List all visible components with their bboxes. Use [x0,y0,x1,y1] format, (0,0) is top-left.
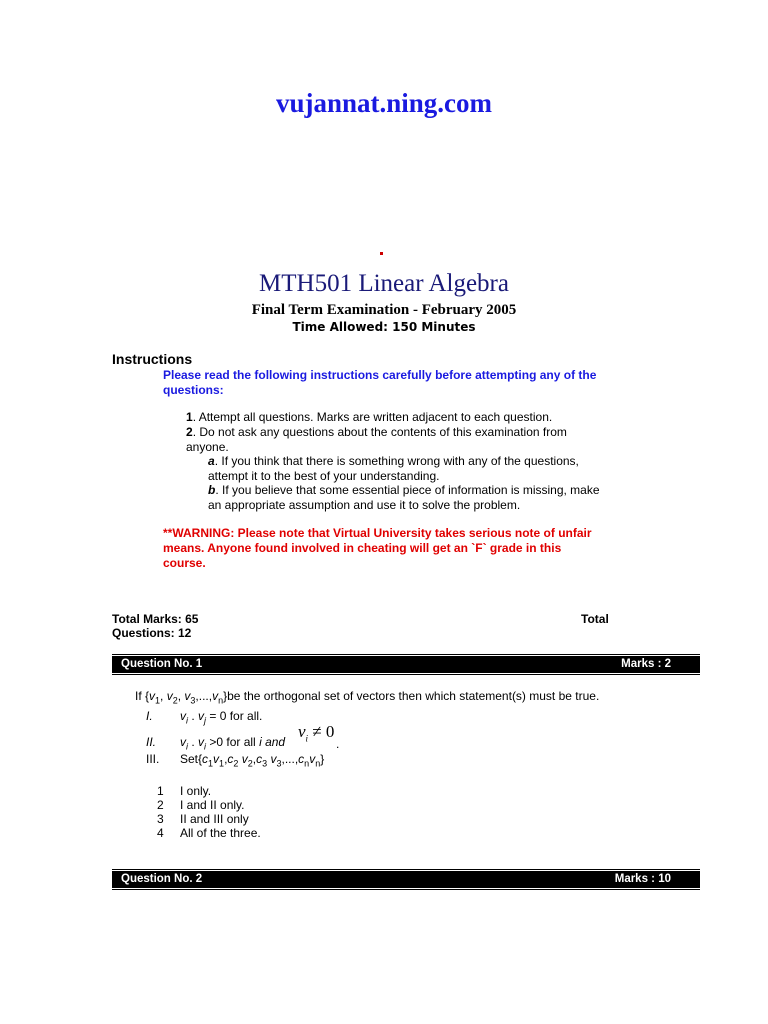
question-1-bar [112,654,700,675]
item-text: . Attempt all questions. Marks are written adjacent to each question. [192,410,553,424]
statement-3-numeral: III. [146,752,160,766]
instruction-sub-a [208,454,608,483]
sub-label: a [208,454,215,468]
option-3: 3 II and III only [157,812,249,826]
time-allowed: Time Allowed: 150 Minutes [292,320,476,334]
item-number: 2 [186,425,193,439]
question-2-label: Question No. 2 [121,873,203,885]
site-title: vujannat.ning.com [275,88,493,118]
total-marks [112,612,198,640]
question-2-marks: Marks : 10 [614,873,671,885]
instructions-note: Please read the following instructions carefully before attempting any of the questions: [163,368,597,397]
question-2-bar [112,869,700,890]
question-1-label: Question No. 1 [121,658,203,670]
option-4: 4 All of the three. [157,826,261,840]
option-2: 2 I and II only. [157,798,245,812]
sub-label: b [208,483,216,497]
instructions-heading: Instructions [112,351,193,367]
decorative-dot [380,252,383,255]
course-title: MTH501 Linear Algebra [259,270,509,297]
statement-1: $v_i$ . $v_j = 0$ for all. [180,709,263,726]
statement-2-numeral: II. [146,735,157,749]
warning-text: **WARNING: Please note that Virtual University takes serious note of unfair means. Anyone found involved in cheating will get an `F` grade in this course. [163,526,592,570]
item-text: . Do not ask any questions about the contents of this examination from anyone. [186,425,567,454]
statement-1-numeral: I. [146,709,153,723]
statement-3: $Set\{c_1v_1,c_2$ $v_2,c_3$ $v_3,...,c_nv_n$} [180,752,325,769]
instruction-sub-b [208,483,608,512]
question-1-stem: If {$v_1$, $v_2$, $v_3,...,v_n\}be$ the orthogonal set of vectors then which statement(s) must be true. [135,689,600,706]
total-marks-value: Total Marks: 65 [112,612,199,626]
statement-2: $v_i$ . $v_i >0$ for all i and [180,735,286,752]
nonzero-vector-formula: $v_i \ne 0$ [298,722,335,744]
total-right-label: Total [581,612,609,626]
sub-text: . If you believe that some essential piece of information is missing, make an appropriate assumption and use it to solve the problem. [208,483,600,512]
total-questions-value: Questions: 12 [112,626,192,640]
option-1: 1 I only. [157,784,212,798]
exam-title: Final Term Examination - February 2005 [251,302,517,318]
instruction-item-1 [186,410,606,425]
instruction-item-2 [186,425,606,454]
question-1-marks: Marks : 2 [621,658,671,670]
sub-text: . If you think that there is something wrong with any of the questions, attempt it to the best of your understanding. [208,454,579,483]
item-number: 1 [186,410,193,424]
